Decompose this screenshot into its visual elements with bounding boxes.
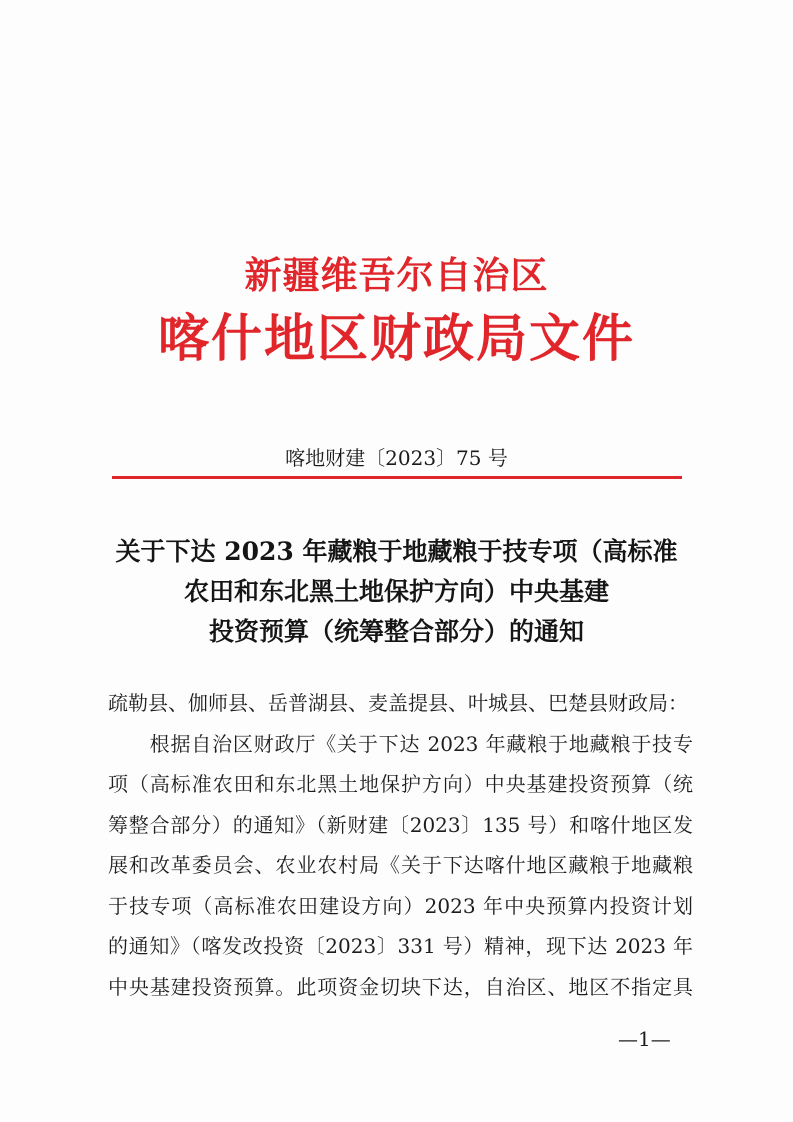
body-addressee-line: 疏勒县、伽师县、岳普湖县、麦盖提县、叶城县、巴楚县财政局： (108, 691, 688, 715)
body-line: 于技专项（高标准农田建设方向）2023 年中央预算内投资计划 (108, 893, 693, 918)
document-number: 喀地财建〔2023〕75 号 (285, 446, 508, 470)
body-line: 项（高标准农田和东北黑土地保护方向）中央基建投资预算（统 (108, 772, 693, 796)
issuer-agency-heading: 喀什地区财政局文件 (157, 309, 635, 369)
issuer-region-heading: 新疆维吾尔自治区 (244, 253, 549, 297)
body-line: 的通知》（喀发改投资〔2023〕331 号）精神，现下达 2023 年 (108, 934, 693, 958)
body-line: 中央基建投资预算。此项资金切块下达，自治区、地区不指定具 (108, 974, 693, 999)
title-line-3: 投资预算（统筹整合部分）的通知 (208, 617, 584, 646)
body-line: 筹整合部分）的通知》（新财建〔2023〕135 号）和喀什地区发 (108, 812, 693, 837)
red-divider-rule (112, 476, 682, 479)
title-line-2: 农田和东北黑土地保护方向）中央基建 (183, 577, 609, 606)
title-line-1: 关于下达 2023 年藏粮于地藏粮于技专项（高标准 (115, 537, 678, 566)
body-line: 根据自治区财政厅《关于下达 2023 年藏粮于地藏粮于技专 (108, 731, 693, 756)
document-title (90, 532, 703, 652)
page-number: —1— (618, 1027, 671, 1051)
body-line: 展和改革委员会、农业农村局《关于下达喀什地区藏粮于地藏粮 (108, 853, 693, 877)
document-body (108, 683, 693, 1007)
